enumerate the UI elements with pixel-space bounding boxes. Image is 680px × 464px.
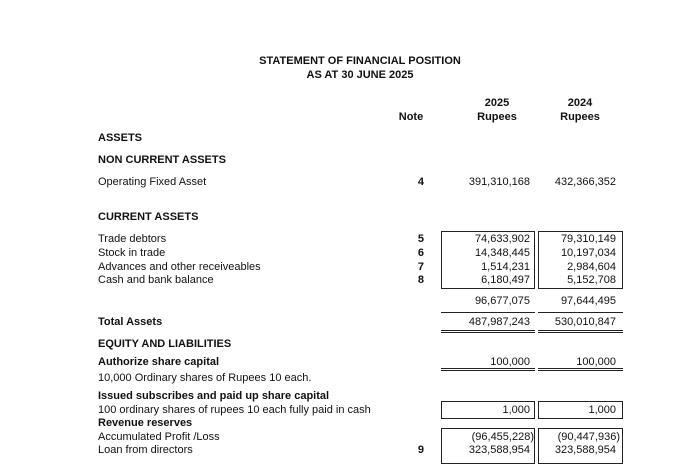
- column-year-2025: 2025: [484, 97, 510, 109]
- loan-from-directors-label: Loan from directors: [98, 444, 193, 456]
- column-note: Note: [398, 111, 424, 123]
- advances-receivables-2025: 1,514,231: [481, 261, 530, 273]
- cash-bank-balance-2024: 5,152,708: [567, 274, 616, 286]
- column-year-2024: 2024: [567, 97, 593, 109]
- accumulated-profit-loss-2024: (90,447,936): [557, 431, 620, 443]
- authorized-underline-2025: [441, 368, 535, 369]
- operating-fixed-asset-2025: 391,310,168: [468, 176, 530, 188]
- statement-subtitle: AS AT 30 JUNE 2025: [306, 69, 414, 81]
- authorized-double-underline-2025: [441, 370, 535, 371]
- column-currency-2024: Rupees: [560, 111, 600, 123]
- statement-title: STATEMENT OF FINANCIAL POSITION: [259, 55, 461, 67]
- advances-receivables-note: 7: [417, 261, 424, 273]
- total-assets-underline-2025: [441, 330, 535, 331]
- authorized-capital-2024: 100,000: [576, 356, 616, 368]
- stock-in-trade-2024: 10,197,034: [560, 247, 616, 259]
- stock-in-trade-2025: 14,348,445: [474, 247, 530, 259]
- trade-debtors-note: 5: [417, 233, 424, 245]
- current-assets-subtotal-2024: 97,644,495: [560, 295, 616, 307]
- accumulated-profit-loss-2025: (96,455,228): [471, 431, 534, 443]
- authorized-capital-2025: 100,000: [490, 356, 530, 368]
- total-assets-top-line-2024: [538, 312, 623, 313]
- total-assets-2025: 487,987,243: [468, 316, 530, 328]
- authorized-capital-description: 10,000 Ordinary shares of Rupees 10 each.: [98, 372, 312, 384]
- total-assets-top-line-2025: [441, 312, 535, 313]
- total-assets-2024: 530,010,847: [554, 316, 616, 328]
- revenue-reserves-heading: Revenue reserves: [98, 417, 193, 429]
- total-assets-label: Total Assets: [98, 316, 163, 328]
- total-assets-underline-2024: [538, 330, 623, 331]
- operating-fixed-asset-2024: 432,366,352: [554, 176, 616, 188]
- loan-from-directors-2025: 323,588,954: [468, 444, 530, 456]
- non-current-assets-heading: NON CURRENT ASSETS: [98, 154, 226, 166]
- loan-from-directors-note: 9: [417, 444, 424, 456]
- current-assets-heading: CURRENT ASSETS: [98, 211, 199, 223]
- stock-in-trade-label: Stock in trade: [98, 247, 166, 259]
- operating-fixed-asset-label: Operating Fixed Asset: [98, 176, 207, 188]
- assets-heading: ASSETS: [98, 132, 143, 144]
- issued-capital-heading: Issued subscribes and paid up share capital: [98, 390, 330, 402]
- cash-bank-balance-label: Cash and bank balance: [98, 274, 214, 286]
- advances-receivables-2024: 2,984,604: [567, 261, 616, 273]
- trade-debtors-2025: 74,633,902: [474, 233, 530, 245]
- column-currency-2025: Rupees: [477, 111, 517, 123]
- trade-debtors-2024: 79,310,149: [560, 233, 616, 245]
- authorized-capital-heading: Authorize share capital: [98, 356, 220, 368]
- issued-capital-2024: 1,000: [588, 404, 616, 416]
- stock-in-trade-note: 6: [417, 247, 424, 259]
- issued-capital-2025: 1,000: [502, 404, 530, 416]
- accumulated-profit-loss-label: Accumulated Profit /Loss: [98, 431, 220, 443]
- current-assets-subtotal-2025: 96,677,075: [474, 295, 530, 307]
- advances-receivables-label: Advances and other receiveables: [98, 261, 261, 273]
- total-assets-double-underline-2024: [538, 332, 623, 333]
- loan-from-directors-2024: 323,588,954: [554, 444, 616, 456]
- cash-bank-balance-note: 8: [417, 274, 424, 286]
- cash-bank-balance-2025: 6,180,497: [481, 274, 530, 286]
- operating-fixed-asset-note: 4: [417, 176, 424, 188]
- issued-capital-description: 100 ordinary shares of rupees 10 each fully paid in cash: [98, 404, 371, 416]
- equity-liabilities-heading: EQUITY AND LIABILITIES: [98, 338, 232, 350]
- trade-debtors-label: Trade debtors: [98, 233, 167, 245]
- total-assets-double-underline-2025: [441, 332, 535, 333]
- authorized-underline-2024: [538, 368, 623, 369]
- authorized-double-underline-2024: [538, 370, 623, 371]
